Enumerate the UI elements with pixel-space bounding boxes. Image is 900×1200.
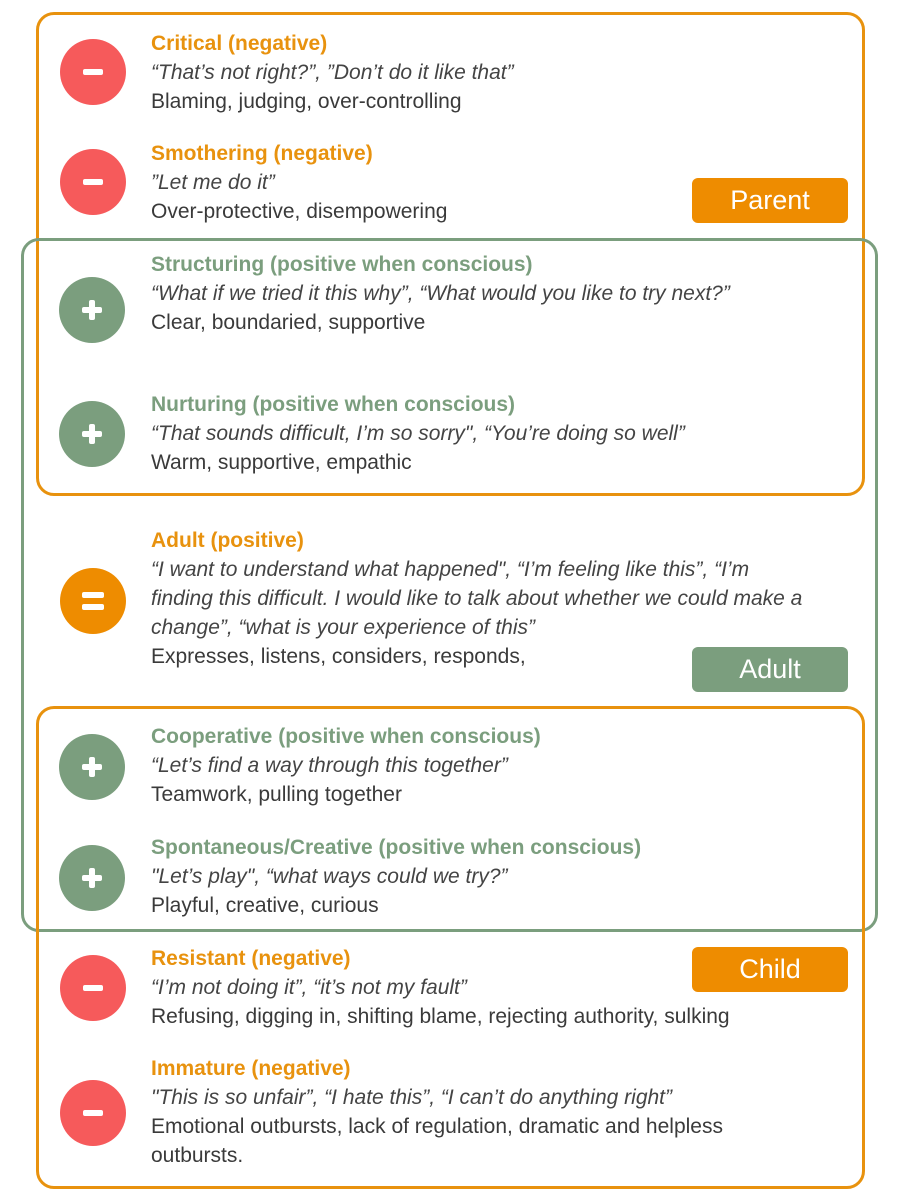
plus-icon	[59, 277, 125, 343]
minus-icon	[60, 955, 126, 1021]
entry-description: Over-protective, disempowering	[151, 200, 448, 223]
entry-description: Refusing, digging in, shifting blame, rejecting authority, sulking	[151, 1005, 730, 1028]
cooperative-entry	[151, 722, 831, 809]
entry-description: Warm, supportive, empathic	[151, 451, 412, 474]
child-badge: Child	[692, 947, 848, 992]
resistant-entry	[151, 944, 831, 1031]
entry-quote: “I’m not doing it”, “it’s not my fault”	[151, 976, 467, 999]
nurturing-entry	[151, 390, 831, 477]
entry-title: Critical (negative)	[151, 32, 328, 55]
immature-entry	[151, 1054, 751, 1170]
entry-quote: “That sounds difficult, I’m so sorry", “You’re doing so well”	[151, 422, 685, 445]
entry-quote: “I want to understand what happened", “I’m feeling like this”, “I’m finding this difficult. I would like to talk about whether we could make a change”, “what is your experience of this”	[151, 558, 803, 639]
entry-description: Blaming, judging, over-controlling	[151, 90, 462, 113]
entry-title: Nurturing (positive when conscious)	[151, 393, 516, 416]
minus-icon	[60, 39, 126, 105]
adult-badge: Adult	[692, 647, 848, 692]
entry-title: Adult (positive)	[151, 529, 304, 552]
entry-quote: "Let’s play", “what ways could we try?”	[151, 865, 508, 888]
entry-title: Cooperative (positive when conscious)	[151, 725, 541, 748]
entry-quote: "This is so unfair”, “I hate this”, “I can’t do anything right”	[151, 1086, 673, 1109]
entry-quote: “Let’s find a way through this together”	[151, 754, 508, 777]
entry-title: Structuring (positive when conscious)	[151, 253, 533, 276]
entry-title: Spontaneous/Creative (positive when conscious)	[151, 836, 642, 859]
structuring-entry	[151, 250, 751, 337]
entry-title: Resistant (negative)	[151, 947, 351, 970]
plus-icon	[59, 401, 125, 467]
entry-quote: “What if we tried it this why”, “What would you like to try next?”	[151, 282, 730, 305]
entry-description: Emotional outbursts, lack of regulation, dramatic and helpless outbursts.	[151, 1115, 723, 1167]
entry-title: Smothering (negative)	[151, 142, 373, 165]
plus-icon	[59, 734, 125, 800]
entry-quote: “That’s not right?”, ”Don’t do it like that”	[151, 61, 514, 84]
entry-quote: ”Let me do it”	[151, 171, 275, 194]
entry-description: Clear, boundaried, supportive	[151, 311, 426, 334]
parent-badge: Parent	[692, 178, 848, 223]
critical-entry	[151, 29, 831, 116]
entry-description: Playful, creative, curious	[151, 894, 379, 917]
spontaneous-entry	[151, 833, 831, 920]
minus-icon	[60, 1080, 126, 1146]
equals-icon	[60, 568, 126, 634]
adult-entry	[151, 526, 811, 671]
entry-description: Expresses, listens, considers, responds,	[151, 645, 526, 668]
entry-description: Teamwork, pulling together	[151, 783, 402, 806]
plus-icon	[59, 845, 125, 911]
smothering-entry	[151, 139, 831, 226]
minus-icon	[60, 149, 126, 215]
entry-title: Immature (negative)	[151, 1057, 351, 1080]
